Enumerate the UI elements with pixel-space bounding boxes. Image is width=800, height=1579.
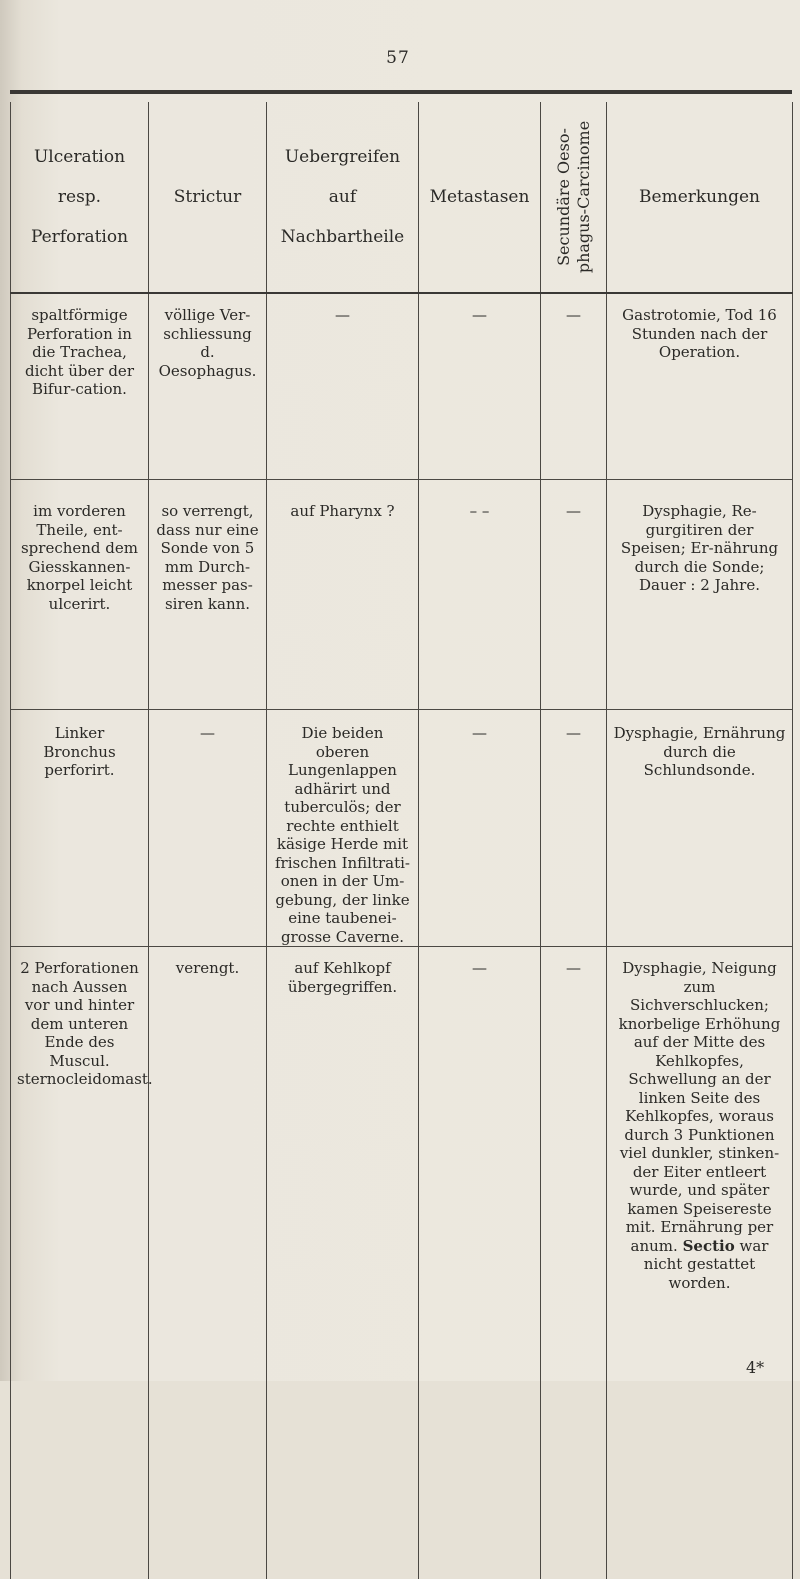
- page-number: 57: [378, 48, 418, 68]
- cell-bemerkungen: Dysphagie, Ernährung durch die Schlundsonde.: [607, 710, 793, 947]
- cell-strictur: verengt.: [149, 947, 267, 1579]
- header-strictur: Strictur: [149, 102, 267, 293]
- cell-uebergreifen: Die beiden oberen Lungenlappen adhärirt und tuberculös; der rechte enthielt käsige Herde mit frischen Infiltrati-onen in der Um-gebung, der linke eine taubenei-grosse Caverne.: [267, 710, 419, 947]
- header-uebergreifen-line3: Nachbartheile: [273, 217, 412, 257]
- header-secundaere-line2: phagus-Carcinome: [574, 121, 594, 273]
- header-row: [11, 102, 793, 293]
- cell-strictur: völlige Ver-schliessung d. Oesophagus.: [149, 293, 267, 480]
- bemerkungen-text: Dysphagie, Neigung zum Sichverschlucken; knorbelige Erhöhung auf der Mitte des Kehlkopfes, Schwellung an der linken Seite des Kehlkopfes, woraus durch 3 Punktionen viel dunkler, stinken-der Eiter entleert wurde, und später kamen Speisereste mit. Ernährung per anum.: [619, 959, 781, 1255]
- cell-ulceration: 2 Perforationen nach Aussen vor und hinter dem unteren Ende des Muscul. sternocleidomast.: [11, 947, 149, 1579]
- cell-bemerkungen: [607, 947, 793, 1579]
- cell-secundaere: —: [541, 293, 607, 480]
- bemerkungen-tail: war nicht gestattet worden.: [644, 1237, 769, 1292]
- cell-strictur: —: [149, 710, 267, 947]
- cell-secundaere: —: [541, 947, 607, 1579]
- header-ulceration-line3: Perforation: [17, 217, 142, 257]
- table-row: [11, 710, 793, 947]
- cell-secundaere: —: [541, 480, 607, 710]
- cell-metastasen: —: [419, 710, 541, 947]
- header-uebergreifen: [267, 102, 419, 293]
- cell-secundaere: —: [541, 710, 607, 947]
- header-bemerkungen: Bemerkungen: [607, 102, 793, 293]
- cell-ulceration: Linker Bronchus perforirt.: [11, 710, 149, 947]
- header-ulceration-line2: resp.: [17, 177, 142, 217]
- cell-uebergreifen: —: [267, 293, 419, 480]
- cell-metastasen: —: [419, 293, 541, 480]
- cell-ulceration: im vorderen Theile, ent-sprechend dem Giesskannen-knorpel leicht ulcerirt.: [11, 480, 149, 710]
- cell-uebergreifen: auf Kehlkopf übergegriffen.: [267, 947, 419, 1579]
- header-metastasen: Metastasen: [419, 102, 541, 293]
- cell-metastasen: —: [419, 947, 541, 1579]
- cell-strictur: so verrengt, dass nur eine Sonde von 5 mm Durch-messer pas-siren kann.: [149, 480, 267, 710]
- header-uebergreifen-line2: auf: [273, 177, 412, 217]
- table-row: [11, 947, 793, 1579]
- cell-metastasen: – –: [419, 480, 541, 710]
- bemerkungen-sectio: Sectio: [683, 1237, 735, 1255]
- cell-uebergreifen: auf Pharynx ?: [267, 480, 419, 710]
- table-row: [11, 293, 793, 480]
- header-ulceration: [11, 102, 149, 293]
- header-secundaere: [541, 102, 607, 293]
- cell-bemerkungen: Dysphagie, Re-gurgitiren der Speisen; Er-nährung durch die Sonde; Dauer : 2 Jahre.: [607, 480, 793, 710]
- sheet-mark: 4*: [746, 1358, 764, 1377]
- case-table: [10, 102, 793, 1579]
- top-rule: [10, 90, 792, 94]
- header-ulceration-line1: Ulceration: [17, 137, 142, 177]
- header-secundaere-line1: Secundäre Oeso-: [554, 121, 574, 273]
- cell-ulceration: spaltförmige Perforation in die Trachea, dicht über der Bifur-cation.: [11, 293, 149, 480]
- header-secundaere-wrap: [552, 104, 596, 290]
- cell-bemerkungen: Gastrotomie, Tod 16 Stunden nach der Operation.: [607, 293, 793, 480]
- table-row: [11, 480, 793, 710]
- header-secundaere-text: [554, 121, 594, 273]
- header-uebergreifen-line1: Uebergreifen: [273, 137, 412, 177]
